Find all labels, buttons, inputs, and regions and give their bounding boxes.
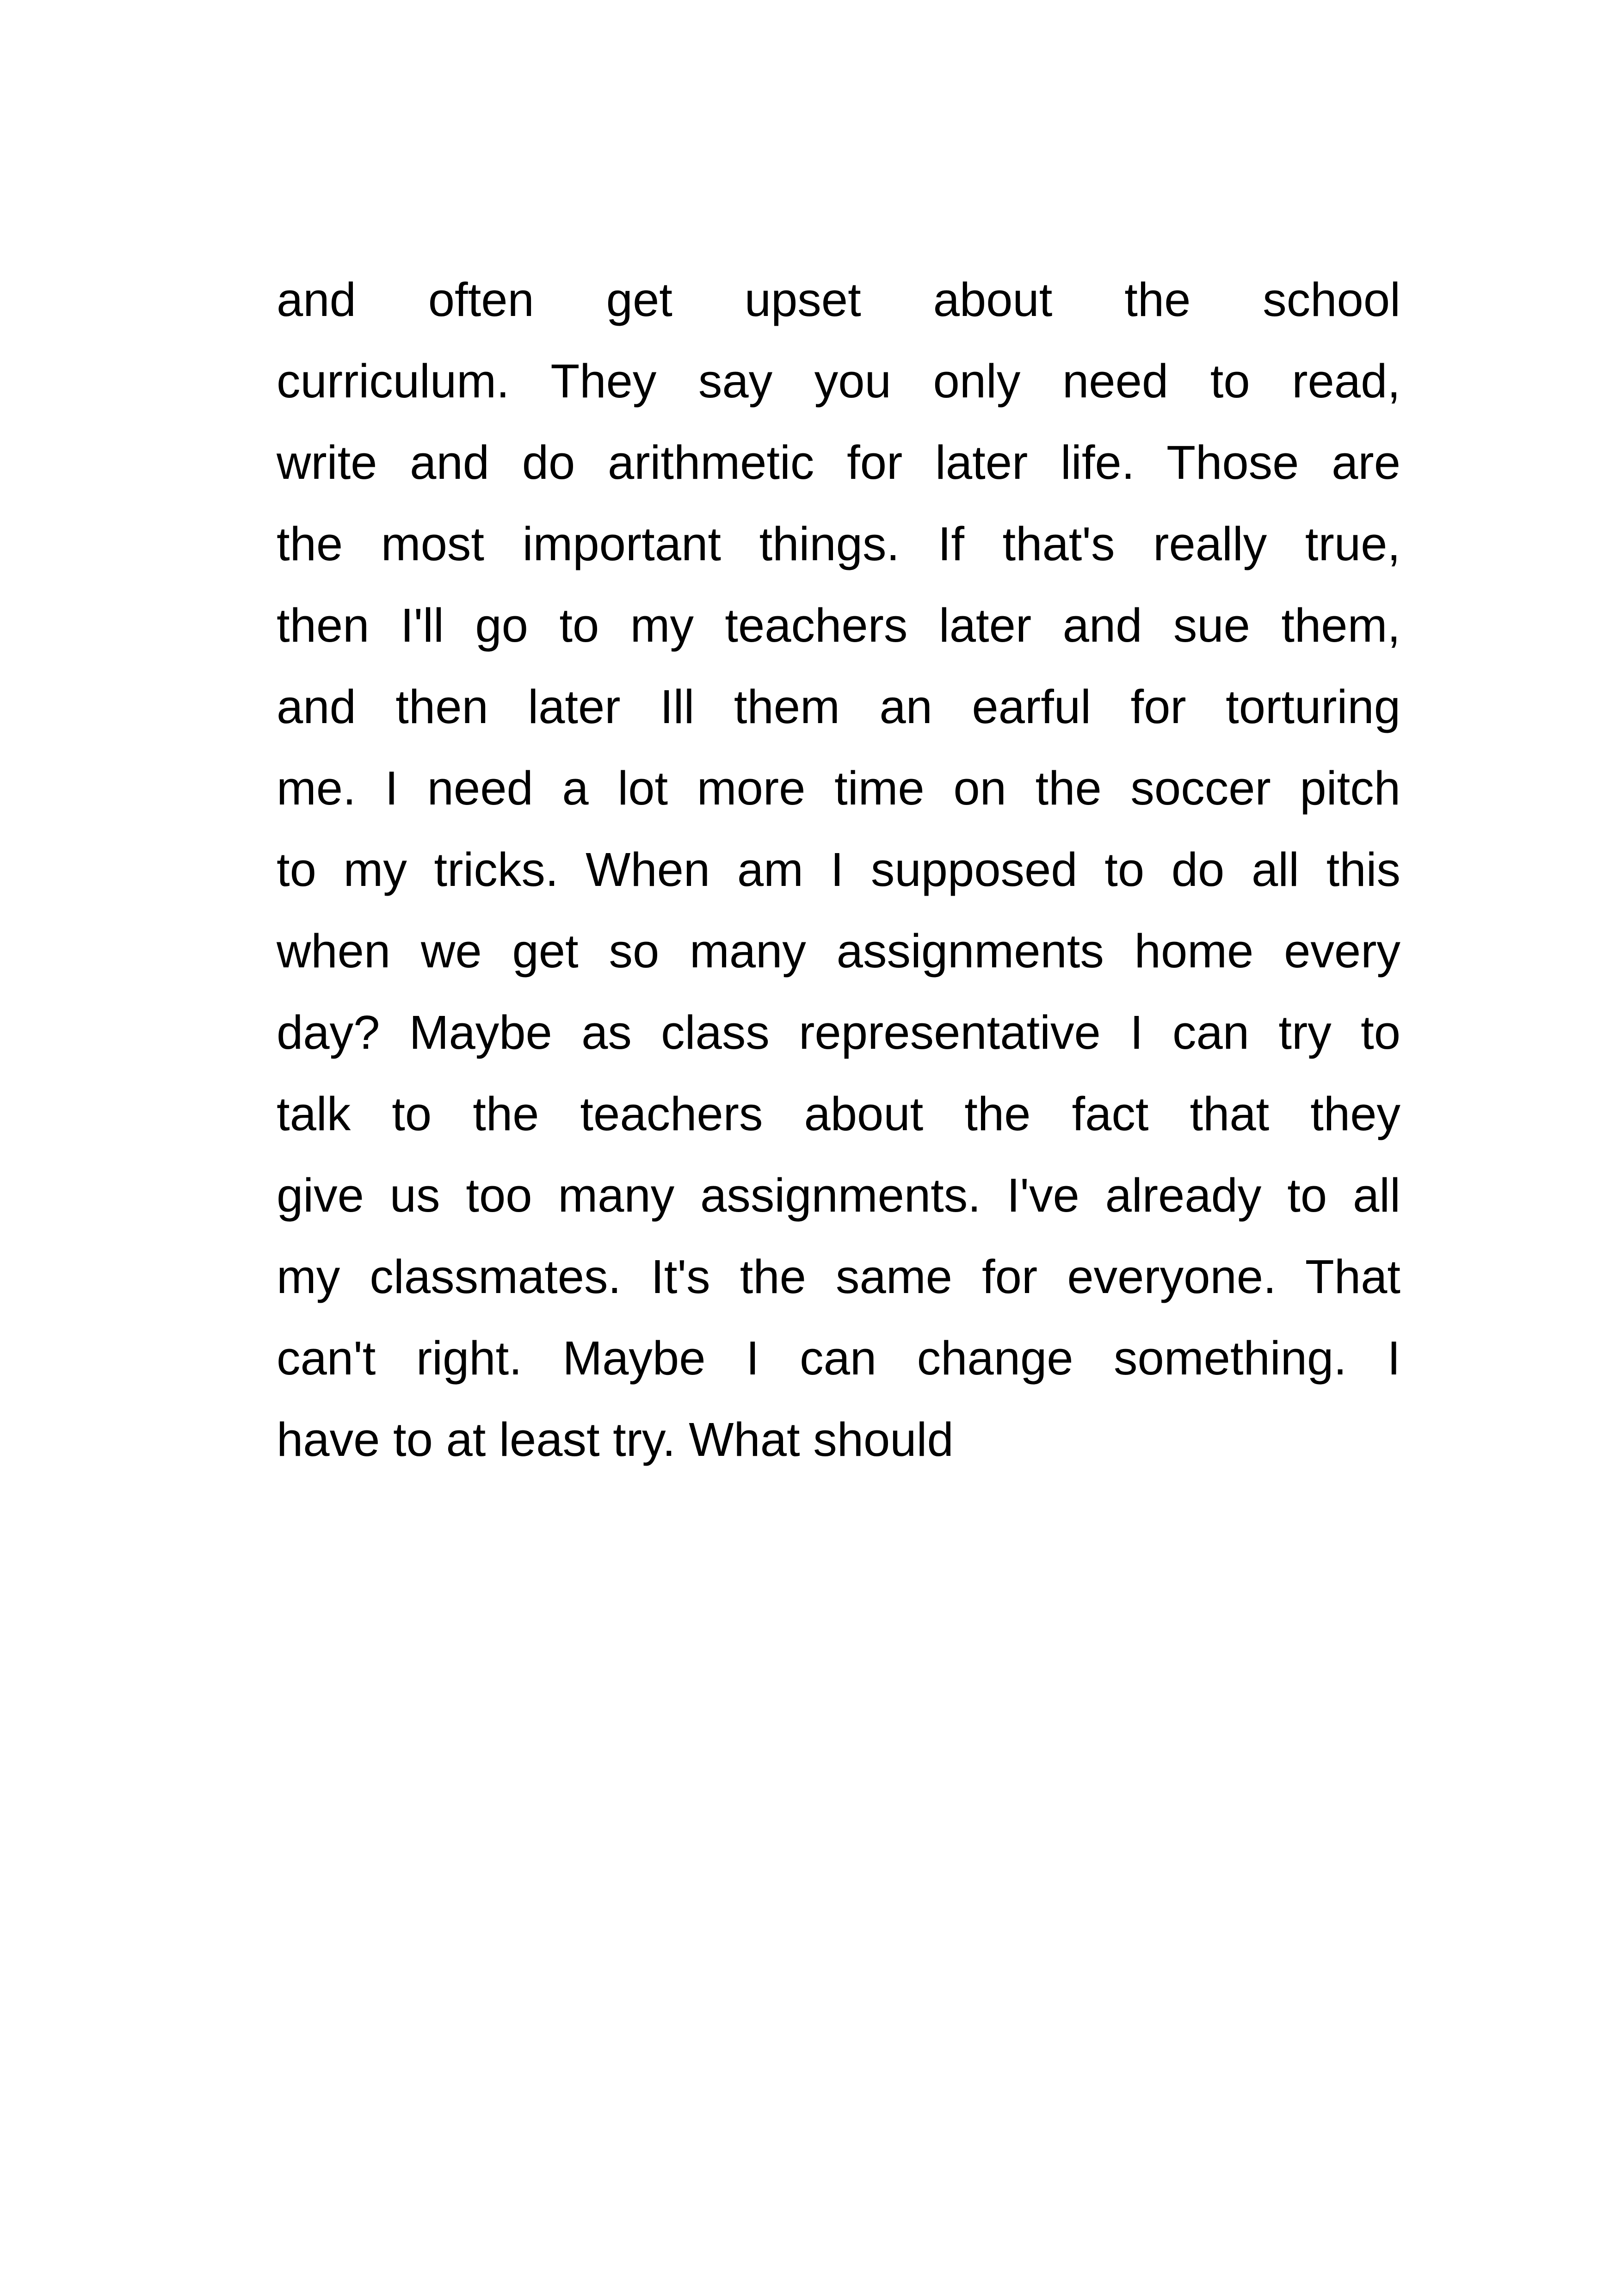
- text-line: and often get upset about the school: [277, 273, 1400, 326]
- text-line: can't right. Maybe I can change something. I: [277, 1331, 1400, 1385]
- text-line: day? Maybe as class representative I can try to: [277, 1006, 1400, 1059]
- text-line: then I'll go to my teachers later and sue them,: [277, 599, 1400, 652]
- text-line: when we get so many assignments home every: [277, 924, 1400, 978]
- text-line: talk to the teachers about the fact that they: [277, 1087, 1400, 1140]
- text-line: have to at least try. What should: [277, 1413, 954, 1466]
- text-line: give us too many assignments. I've already to all: [277, 1169, 1400, 1222]
- text-line: and then later Ill them an earful for torturing: [277, 680, 1400, 733]
- text-line: me. I need a lot more time on the soccer pitch: [277, 761, 1400, 815]
- text-line: to my tricks. When am I supposed to do all this: [277, 843, 1400, 896]
- text-line: my classmates. It's the same for everyone. That: [277, 1250, 1400, 1303]
- text-line: write and do arithmetic for later life. Those are: [277, 436, 1400, 489]
- body-paragraph: [277, 259, 1400, 1480]
- text-line: curriculum. They say you only need to read,: [277, 354, 1400, 408]
- text-line: the most important things. If that's really true,: [277, 517, 1400, 570]
